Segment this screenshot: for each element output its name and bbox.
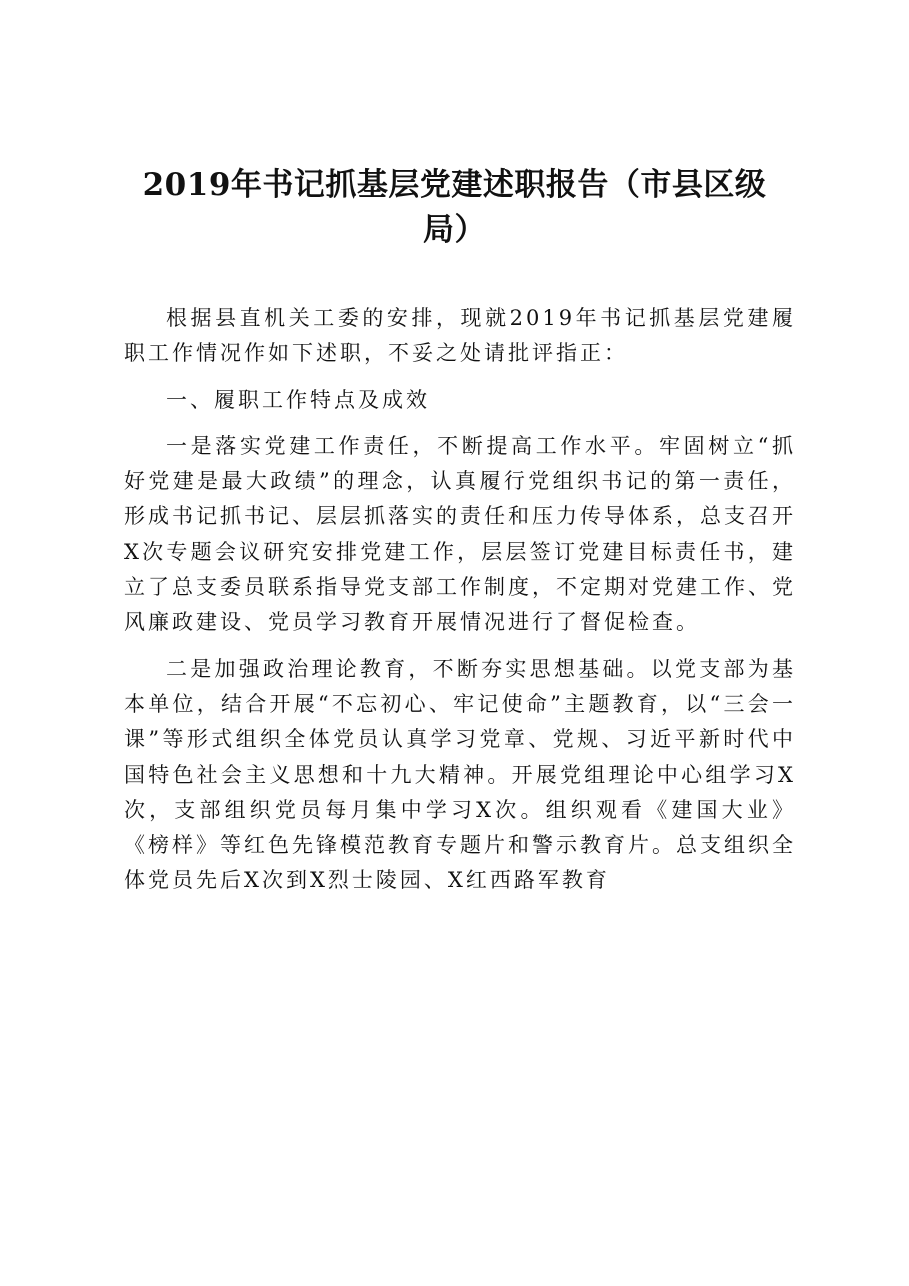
document-title: 2019年书记抓基层党建述职报告（市县区级局） xyxy=(142,167,767,248)
document-body xyxy=(124,301,796,899)
section-heading-1: 一、履职工作特点及成效 xyxy=(166,387,430,412)
paragraph-intro: 根据县直机关工委的安排，现就2019年书记抓基层党建履职工作情况作如下述职，不妥之处请批评指正： xyxy=(124,306,796,366)
paragraph-political-education: 二是加强政治理论教育，不断夯实思想基础。以党支部为基本单位，结合开展“不忘初心、牢记使命”主题教育，以“三会一课”等形式组织全体党员认真学习党章、党规、习近平新时代中国特色社会主义思想和十九大精神。开展党组理论中心组学习X次，支部组织党员每月集中学习X次。组织观看《建国大业》《榜样》等红色先锋模范教育专题片和警示教育片。总支组织全体党员先后X次到X烈士陵园、X红西路军教育 xyxy=(124,656,796,893)
paragraph-responsibility: 一是落实党建工作责任，不断提高工作水平。牢固树立“抓好党建是最大政绩”的理念，认真履行党组织书记的第一责任，形成书记抓书记、层层抓落实的责任和压力传导体系，总支召开X次专题会议研究安排党建工作，层层签订党建目标责任书，建立了总支委员联系指导党支部工作制度，不定期对党建工作、党风廉政建设、党员学习教育开展情况进行了督促检查。 xyxy=(124,433,796,635)
